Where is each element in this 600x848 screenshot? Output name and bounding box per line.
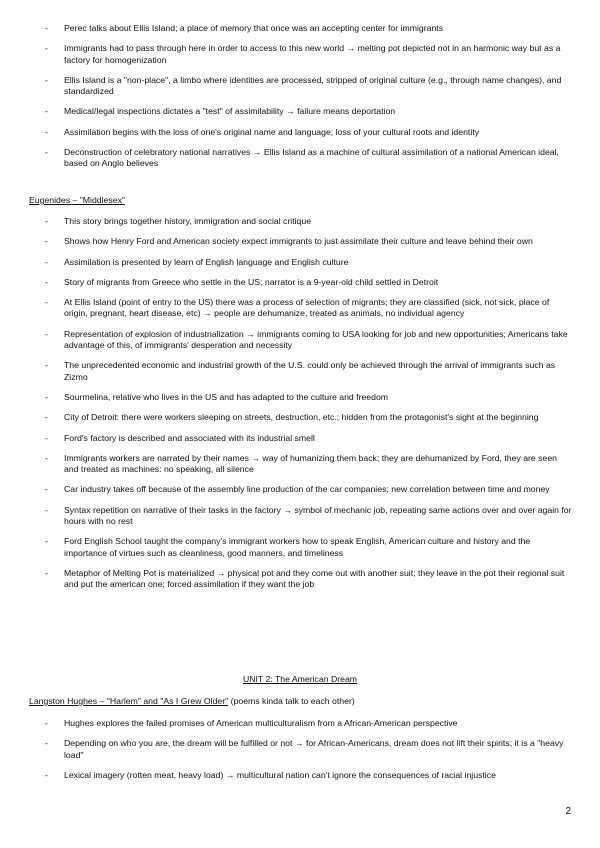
list-item bbox=[0, 236, 600, 247]
list-item-text: Story of migrants from Greece who settle in the US; narrator is a 9-year-old child settled in Detroit bbox=[64, 276, 439, 287]
list-item-text: Sourmelina, relative who lives in the US and has adapted to the culture and freedom bbox=[64, 391, 389, 402]
list-item bbox=[0, 23, 600, 34]
bullet-dash: - bbox=[45, 360, 48, 371]
list-item bbox=[0, 738, 600, 761]
list-item-text: Representation of explosion of industrialization → immigrants coming to USA looking for job and new opportunities; Americans take advantage of this, of immigrants' desperation and necessity bbox=[64, 328, 568, 351]
list-item bbox=[0, 770, 600, 781]
bullet-list-eugenides bbox=[0, 216, 600, 600]
list-item bbox=[0, 484, 600, 495]
list-item bbox=[0, 568, 600, 591]
list-item-text: Lexical imagery (rotten meat, heavy load) → multicultural nation can't ignore the consequences of racial injustice bbox=[64, 769, 496, 780]
bullet-dash: - bbox=[45, 738, 48, 749]
list-item-text: At Ellis Island (point of entry to the US) there was a process of selection of migrants; they are classified (sick, not sick, place of origin, pregnant, heart disease, etc) → people are dehumanize, treated as animals, no individual agency bbox=[64, 297, 550, 319]
bullet-dash: - bbox=[45, 452, 48, 463]
list-item bbox=[0, 43, 600, 66]
section-heading-note: (poems kinda talk to each other) bbox=[228, 696, 355, 706]
bullet-dash: - bbox=[45, 432, 48, 443]
bullet-dash: - bbox=[45, 236, 48, 247]
list-item-text: Shows how Henry Ford and American society expect immigrants to just assimilate their culture and leave behind their own bbox=[64, 236, 533, 247]
list-item-text: The unprecedented economic and industrial growth of the U.S. could only be achieved through the arrival of immigrants such as Zizmo bbox=[64, 360, 556, 382]
list-item-text: This story brings together history, immigration and social critique bbox=[64, 216, 312, 226]
page-number: 2 bbox=[565, 806, 571, 817]
list-item-text: Assimilation is presented by learn of English language and English culture bbox=[64, 256, 349, 267]
list-item bbox=[0, 718, 600, 729]
list-item bbox=[0, 329, 600, 352]
bullet-dash: - bbox=[45, 504, 48, 515]
list-item bbox=[0, 453, 600, 476]
bullet-dash: - bbox=[45, 23, 48, 33]
list-item-text: Immigrants workers are narrated by their names → way of humanizing them back; they are dehumanized by Ford, they are seen and treated as machines: no speaking, all silence bbox=[64, 452, 558, 475]
list-item-text: Deconstruction of celebratory national narratives → Ellis Island as a machine of cultural assimilation of a national American ideal, based on Anglo believes bbox=[64, 147, 559, 169]
list-item bbox=[0, 505, 600, 528]
bullet-dash: - bbox=[45, 297, 48, 308]
bullet-dash: - bbox=[45, 391, 48, 402]
list-item-text: Assimilation begins with the loss of one's original name and language; loss of your cultural roots and identity bbox=[64, 126, 480, 137]
bullet-dash: - bbox=[45, 769, 48, 780]
bullet-dash: - bbox=[45, 567, 48, 578]
bullet-dash: - bbox=[45, 412, 48, 423]
list-item bbox=[0, 433, 600, 444]
list-item bbox=[0, 360, 600, 383]
section-heading-hughes: Langston Hughes – "Harlem" and "As I Grew Older" bbox=[29, 696, 229, 706]
list-item bbox=[0, 257, 600, 268]
list-item-text: Car industry takes off because of the assembly line production of the car companies; new correlation between time and money bbox=[64, 484, 550, 495]
list-item-text: City of Detroit: there were workers sleeping on streets, destruction, etc.; hidden from the protagonist's sight at the beginning bbox=[64, 412, 539, 423]
bullet-dash: - bbox=[45, 126, 48, 137]
list-item-text: Syntax repetition on narrative of their tasks in the factory → symbol of mechanic job, repeating same actions over and over again for hours with no rest bbox=[64, 504, 572, 527]
list-item bbox=[0, 412, 600, 423]
bullet-dash: - bbox=[45, 276, 48, 287]
bullet-dash: - bbox=[45, 328, 48, 339]
bullet-dash: - bbox=[45, 256, 48, 267]
bullet-dash: - bbox=[45, 106, 48, 117]
list-item bbox=[0, 75, 600, 98]
list-item-text: Perec talks about Ellis Island; a place of memory that once was an accepting center for immigrants bbox=[64, 23, 444, 33]
list-item bbox=[0, 106, 600, 117]
section-heading-hughes-line bbox=[29, 696, 355, 707]
list-item bbox=[0, 216, 600, 227]
list-item bbox=[0, 127, 600, 138]
bullet-dash: - bbox=[45, 718, 48, 728]
bullet-dash: - bbox=[45, 484, 48, 495]
bullet-dash: - bbox=[45, 43, 48, 54]
list-item-text: Hughes explores the failed promises of American multiculturalism from a African-American perspective bbox=[64, 718, 458, 728]
bullet-dash: - bbox=[45, 536, 48, 547]
bullet-dash: - bbox=[45, 147, 48, 158]
list-item-text: Immigrants had to pass through here in order to access to this new world → melting pot depicted not in an harmonic way but as a factory for homogenization bbox=[64, 43, 561, 65]
bullet-list-perec bbox=[0, 23, 600, 179]
list-item-text: Medical/legal inspections dictates a "test" of assimilability → failure means deportation bbox=[64, 106, 396, 117]
list-item-text: Ellis Island is a "non-place", a limbo where identities are processed, stripped of original culture (e.g., through name changes), and standardized bbox=[64, 74, 562, 97]
list-item bbox=[0, 277, 600, 288]
list-item bbox=[0, 147, 600, 170]
list-item-text: Metaphor of Melting Pot is materialized → physical pot and they come out with another suit; they leave in the pot their regional suit and put the american one; forced assimilation if they want the job bbox=[64, 567, 565, 590]
list-item bbox=[0, 536, 600, 559]
unit-title: UNIT 2: The American Dream bbox=[242, 674, 358, 684]
list-item-text: Ford English School taught the company's immigrant workers how to speak English, American culture and history and the importance of virtues such as cleanliness, good manners, and timeliness bbox=[64, 536, 531, 558]
bullet-list-hughes bbox=[0, 718, 600, 790]
list-item-text: Ford's factory is described and associated with its industrial smell bbox=[64, 432, 315, 443]
list-item-text: Depending on who you are, the dream will be fulfilled or not → for African-Americans, dream does not lift their spirits; it is a "heavy load" bbox=[64, 738, 564, 760]
bullet-dash: - bbox=[45, 216, 48, 226]
section-heading-eugenides: Eugenides – "Middlesex" bbox=[29, 195, 125, 205]
bullet-dash: - bbox=[45, 74, 48, 85]
list-item bbox=[0, 392, 600, 403]
list-item bbox=[0, 297, 600, 320]
